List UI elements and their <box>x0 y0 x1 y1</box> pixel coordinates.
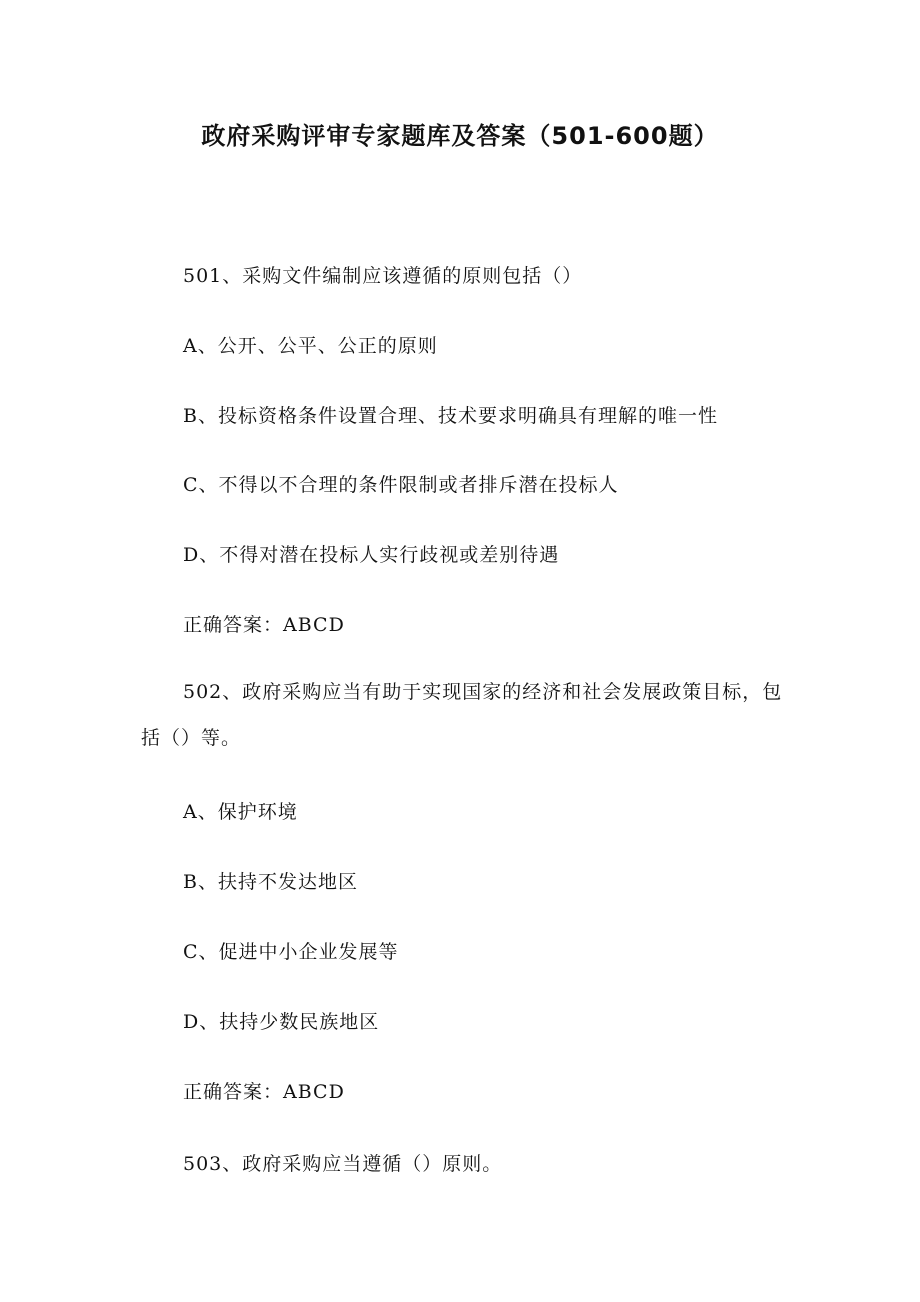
question-stem: 502、政府采购应当有助于实现国家的经济和社会发展政策目标，包括（）等。 <box>141 681 783 749</box>
option-d: D、扶持少数民族地区 <box>183 1011 380 1033</box>
option-d: D、不得对潜在投标人实行歧视或差别待遇 <box>183 544 560 566</box>
option-b: B、投标资格条件设置合理、技术要求明确具有理解的唯一性 <box>183 405 718 427</box>
option-c: C、不得以不合理的条件限制或者排斥潜在投标人 <box>183 474 619 496</box>
option-a: A、公开、公平、公正的原则 <box>183 335 438 357</box>
option-b: B、扶持不发达地区 <box>183 871 358 893</box>
question-stem: 503、政府采购应当遵循（）原则。 <box>183 1153 503 1175</box>
document-title: 政府采购评审专家题库及答案（501-600题） <box>201 122 719 150</box>
correct-answer: 正确答案：ABCD <box>183 1081 345 1103</box>
option-a: A、保护环境 <box>183 801 298 823</box>
option-c: C、促进中小企业发展等 <box>183 941 399 963</box>
correct-answer: 正确答案：ABCD <box>183 614 345 636</box>
question-stem: 501、采购文件编制应该遵循的原则包括（） <box>183 265 583 287</box>
